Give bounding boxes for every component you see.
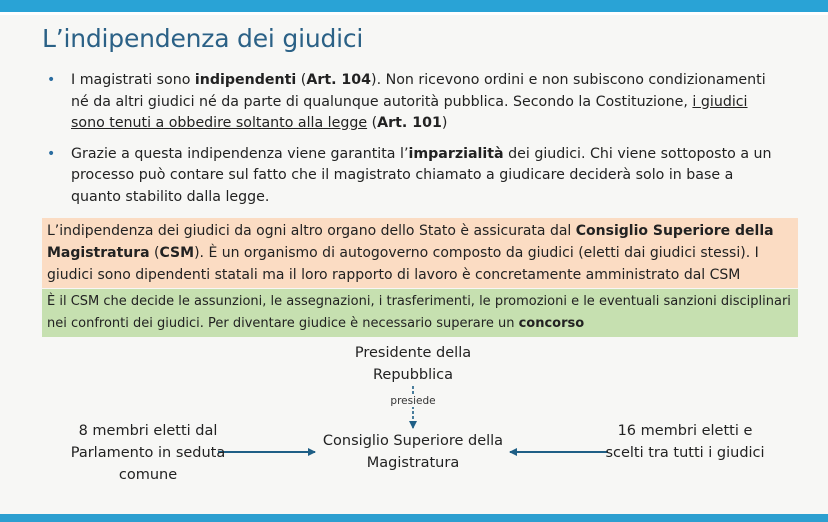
csm-duties-box: È il CSM che decide le assunzioni, le assegnazioni, i trasferimenti, le promozioni e le eventuali sanzioni disciplinari nei confronti dei giudici. Per diventare giudice è necessario superare un concorso (42, 289, 798, 337)
underlined-phrase: i giudici sono tenuti a obbedire soltanto alla legge (71, 93, 748, 131)
presidente-node: Presidente della Repubblica (354, 345, 472, 383)
bullet-list (44, 70, 784, 217)
bullet-item-independence: • I magistrati sono indipendenti (Art. 104). Non ricevono ordini e non subiscono condizionamenti né da altri giudici né da parte di qualunque autorità pubblica. Secondo la Costituzione, i giudici sono tenuti a obbedire soltanto alla legge (Art. 101) (47, 72, 766, 131)
bullet-dot-icon: • (47, 145, 56, 162)
bottom-accent-band (0, 514, 828, 522)
csm-info-box: L’indipendenza dei giudici da ogni altro organo dello Stato è assicurata dal Consiglio Superiore della Magistratura (CSM). È un organismo di autogoverno composto da giudici (eletti dai giudici stessi). I giudici sono dipendenti statali ma il loro rapporto di lavoro è concretamente amministrato dal CSM (42, 218, 798, 288)
bullet-dot-icon: • (47, 72, 56, 88)
parlamento-members-node: 8 membri eletti dal Parlamento in seduta comune (70, 423, 226, 483)
giudici-members-node: 16 membri eletti e scelti tra tutti i giudici (605, 423, 765, 461)
slide-title: L’indipendenza dei giudici (42, 24, 364, 53)
top-accent-band (0, 0, 828, 12)
bullet-item-impartiality: • Grazie a questa indipendenza viene garantita l’imparzialità dei giudici. Chi viene sottoposto a un processo può contare sul fatto che il magistrato chiamato a giudicare deciderà solo in base a quanto stabilito dalla legge. (47, 145, 772, 205)
csm-node: Consiglio Superiore della Magistratura (322, 433, 504, 471)
presiede-label: presiede (378, 395, 448, 407)
